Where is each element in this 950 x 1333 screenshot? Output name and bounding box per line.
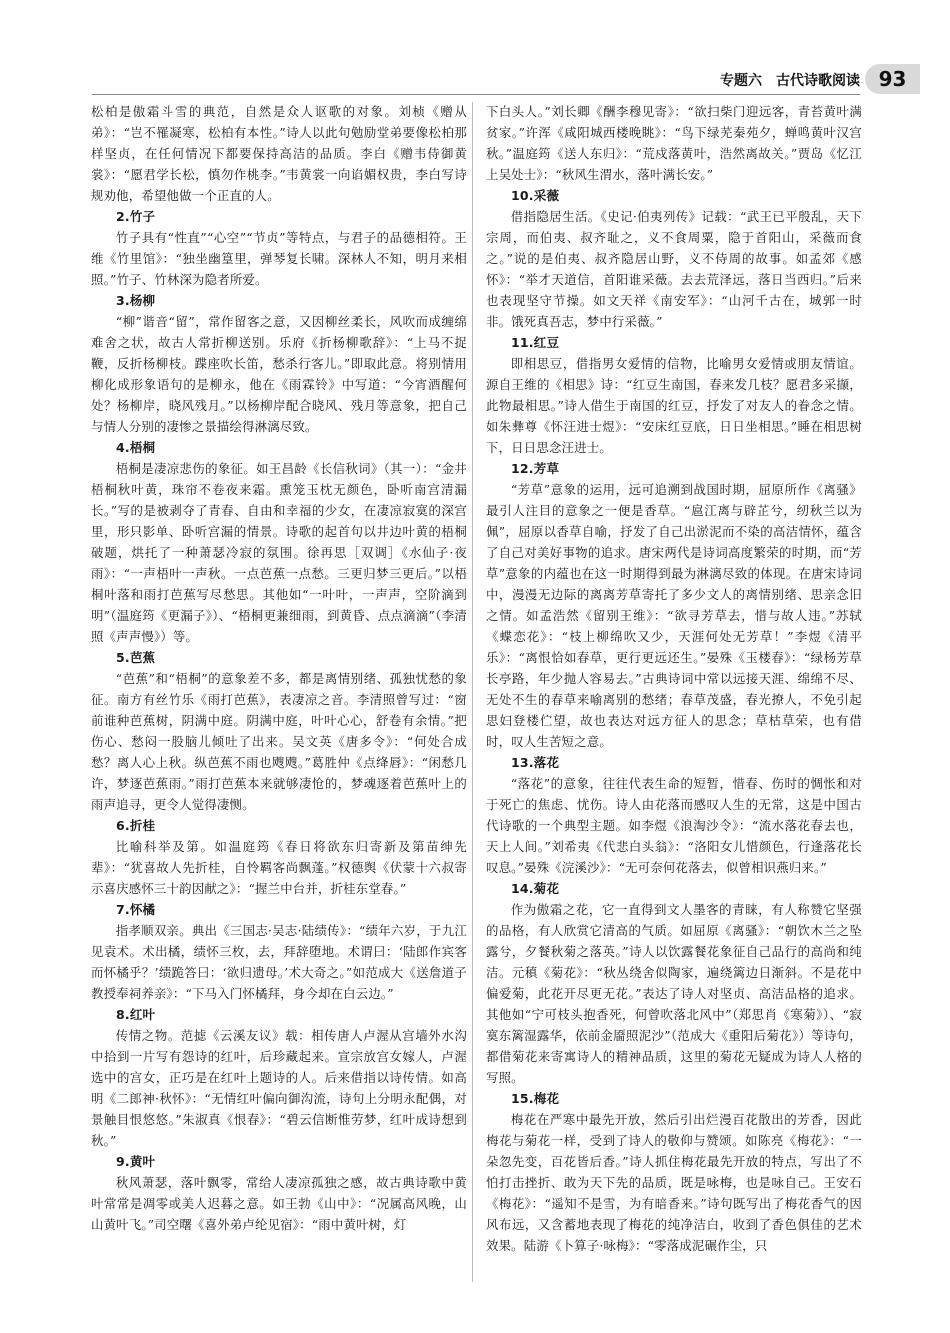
paragraph: 作为傲霜之花，它一直得到文人墨客的青睐，有人称赞它坚强的品格，有人欣赏它清高的气质。如屈原《离骚》：“朝饮木兰之坠露兮，夕餐秋菊之落英。”诗人以饮露餐花象征自己品行的高尚和纯洁。元稹《菊花》：“秋丛绕舍似陶家，遍绕篱边日渐斜。不是花中偏爱菊，此花开尽更无花。”表达了诗人对坚贞、高洁品格的追求。其他如“宁可枝头抱香死，何曾吹落北风中”（郑思肖《寒菊》）、“寂寞东篱湿露华，依前金靥照泥沙”（范成大《重阳后菊花》）等诗句，都借菊花来寄寓诗人的精神品质，这里的菊花无疑成为诗人人格的写照。 <box>486 902 862 1085</box>
section-heading: 15.梅花 <box>511 1091 560 1106</box>
paragraph: 借指隐居生活。《史记·伯夷列传》记载：“武王已平殷乱，天下宗周，而伯夷、叔齐耻之，义不食周粟，隐于首阳山，采薇而食之。”说的是伯夷、叔齐隐居山野，义不侍周的故事。如孟郊《感怀》：“举才天道信，首阳谁采薇。去去荒泽远，落日当西归。”后来也表现坚守节操。如文天祥《南安军》：“山河千古在，城郭一时非。饿死真吾志，梦中行采薇。” <box>486 209 862 329</box>
header-rule <box>92 94 860 95</box>
paragraph: 松柏是傲霜斗雪的典范，自然是众人讴歌的对象。刘桢《赠从弟》：“岂不罹凝寒，松柏有本性。”诗人以此句勉励堂弟要像松柏那样坚贞，在任何情况下都要保持高洁的品质。李白《赠韦侍御黄裳》：“愿君学长松，慎勿作桃李。”韦黄裳一向谄媚权贵，李白写诗规劝他，希望他做一个正直的人。 <box>91 104 467 203</box>
section-heading: 9.黄叶 <box>116 1154 156 1169</box>
right-column <box>486 101 862 1256</box>
paragraph: 传情之物。范摅《云溪友议》载：相传唐人卢渥从宫墙外水沟中拾到一片写有怨诗的红叶，后珍藏起来。宣宗放宫女嫁人，卢渥选中的宫女，正巧是在红叶上题诗的人。后来借指以诗传情。如高明《二郎神·秋怀》：“无情红叶偏向御沟流，诗句上分明永配偶，对景触目恨悠悠。”朱淑真《恨春》：“碧云信断惟劳梦，红叶成诗想到秋。” <box>91 1028 467 1148</box>
section-heading: 4.梧桐 <box>116 440 156 455</box>
section-heading: 14.菊花 <box>511 881 560 896</box>
column-divider <box>472 102 473 1282</box>
left-column <box>91 101 467 1235</box>
section-heading: 12.芳草 <box>511 461 560 476</box>
section-heading: 6.折桂 <box>116 818 156 833</box>
paragraph: 指孝顺双亲。典出《三国志·吴志·陆绩传》：“绩年六岁，于九江见袁术。术出橘，绩怀三枚，去，拜辞堕地。术谓曰：‘陆郎作宾客而怀橘乎？’绩跪答曰：‘欲归遗母。’术大奇之。”如范成大《送詹道子教授奉祠养亲》：“下马入门怀橘拜，身今却在白云边。” <box>91 923 467 1001</box>
page-number: 93 <box>865 64 920 94</box>
section-title: 专题六 古代诗歌阅读 <box>720 73 860 89</box>
section-heading: 3.杨柳 <box>116 293 156 308</box>
paragraph: “芭蕉”和“梧桐”的意象差不多，都是离情别绪、孤独忧愁的象征。南方有丝竹乐《雨打芭蕉》，表凄凉之音。李清照曾写过：“窗前谁种芭蕉树，阴满中庭。阴满中庭，叶叶心心，舒卷有余情。”把伤心、愁闷一股脑儿倾吐了出来。吴文英《唐多令》：“何处合成愁？离人心上秋。纵芭蕉不雨也飕飕。”葛胜仲《点绛唇》：“闲愁几许，梦逐芭蕉雨。”雨打芭蕉本来就够凄怆的，梦魂逐着芭蕉叶上的雨声追寻，更令人觉得凄恻。 <box>91 671 467 812</box>
page-header <box>0 62 950 96</box>
section-heading: 11.红豆 <box>511 335 560 350</box>
paragraph: “芳草”意象的运用，远可追溯到战国时期，屈原所作《离骚》最引人注目的意象之一便是香草。“扈江离与辟芷兮，纫秋兰以为佩”，屈原以香草自喻，抒发了自己出淤泥而不染的高洁情怀，蕴含了自己对美好事物的追求。唐宋两代是诗词高度繁荣的时期，而“芳草”意象的内蕴也在这一时期得到最为淋漓尽致的体现。在唐宋诗词中，漫漫无边际的离离芳草寄托了多少文人的离情别绪、思亲念旧之情。如孟浩然《留别王维》：“欲寻芳草去，惜与故人违。”苏轼《蝶恋花》：“枝上柳绵吹又少，天涯何处无芳草！”李煜《清平乐》：“离恨恰如春草，更行更远还生。”晏殊《玉楼春》：“绿杨芳草长亭路，年少抛人容易去。”古典诗词中常以远接天涯、绵绵不尽、无处不生的春草来喻离别的愁绪；春草茂盛，春光撩人，不免引起思妇登楼伫望，故也表达对远方征人的思念；草枯草荣，也有借时，叹人生苦短之意。 <box>486 482 862 749</box>
section-heading: 2.竹子 <box>116 209 156 224</box>
paragraph: 梅花在严寒中最先开放，然后引出烂漫百花散出的芳香，因此梅花与菊花一样，受到了诗人的敬仰与赞颂。如陈亮《梅花》：“一朵忽先变，百花皆后香。”诗人抓住梅花最先开放的特点，写出了不怕打击挫折、敢为天下先的品质，既是咏梅，也是咏自己。王安石《梅花》：“遥知不是雪，为有暗香来。”诗句既写出了梅花香气的因风布远，又含蓄地表现了梅花的纯净洁白，收到了香色俱佳的艺术效果。陆游《卜算子·咏梅》：“零落成泥碾作尘，只 <box>486 1112 862 1253</box>
paragraph: 即相思豆，借指男女爱情的信物，比喻男女爱情或朋友情谊。源自王维的《相思》诗：“红豆生南国，春来发几枝？愿君多采撷，此物最相思。”诗人借生于南国的红豆，抒发了对友人的眷念之情。如朱彝尊《怀汪进士煜》：“安床红豆底，日日坐相思。”睡在相思树下，日日思念汪进士。 <box>486 356 862 455</box>
paragraph: 比喻科举及第。如温庭筠《春日将欲东归寄新及第苗绅先辈》：“犹喜故人先折桂，自怜羁客尚飘蓬。”权德舆《伏蒙十六叔寄示喜庆感怀三十韵因献之》：“握兰中台并，折桂东堂春。” <box>91 839 467 896</box>
section-heading: 10.采薇 <box>511 188 560 203</box>
paragraph: 梧桐是凄凉悲伤的象征。如王昌龄《长信秋词》（其一）：“金井梧桐秋叶黄，珠帘不卷夜来霜。熏笼玉枕无颜色，卧听南宫清漏长。”写的是被剥夺了青春、自由和幸福的少女，在凄凉寂寞的深宫里，形只影单、卧听宫漏的情景。诗歌的起首句以井边叶黄的梧桐破题，烘托了一种萧瑟冷寂的氛围。徐再思［双调］《水仙子·夜雨》：“一声梧叶一声秋。一点芭蕉一点愁。三更归梦三更后。”以梧桐叶落和雨打芭蕉写尽愁思。其他如“一叶叶，一声声，空阶滴到明”（温庭筠《更漏子》）、“梧桐更兼细雨，到黄昏、点点滴滴”（李清照《声声慢》）等。 <box>91 461 467 644</box>
paragraph: 秋风萧瑟，落叶飘零，常给人凄凉孤独之感，故古典诗歌中黄叶常常是凋零或美人迟暮之意。如王勃《山中》：“况属高风晚，山山黄叶飞。”司空曙《喜外弟卢纶见宿》：“雨中黄叶树，灯 <box>91 1175 467 1232</box>
section-heading: 5.芭蕉 <box>116 650 156 665</box>
paragraph: “柳”谐音“留”，常作留客之意，又因柳丝柔长，风吹而成缠绵难舍之状，故古人常折柳送别。乐府《折杨柳歌辞》：“上马不捉鞭，反折杨柳枝。蹀座吹长笛，愁杀行客儿。”即取此意。将别情用柳化成形象语句的是柳永，他在《雨霖铃》中写道：“今宵酒醒何处？杨柳岸，晓风残月。”以杨柳岸配合晓风、残月等意象，把自己与情人分别的凄惨之景描绘得淋漓尽致。 <box>91 314 467 434</box>
paragraph: “落花”的意象，往往代表生命的短暂，惜春、伤时的惆怅和对于死亡的焦虑、忧伤。诗人由花落而感叹人生的无常，这是中国古代诗歌的一个典型主题。如李煜《浪淘沙令》：“流水落花春去也，天上人间。”刘希夷《代悲白头翁》：“洛阳女儿惜颜色，行逢落花长叹息。”晏殊《浣溪沙》：“无可奈何花落去，似曾相识燕归来。” <box>486 776 862 875</box>
paragraph: 下白头人。”刘长卿《酬李穆见寄》：“欲扫柴门迎远客，青苔黄叶满贫家。”许浑《咸阳城西楼晚眺》：“鸟下绿芜秦苑夕，蝉鸣黄叶汉宫秋。”温庭筠《送人东归》：“荒戍落黄叶，浩然离故关。”贾岛《忆江上吴处士》：“秋风生渭水，落叶满长安。” <box>486 104 862 182</box>
paragraph: 竹子具有“性直”“心空”“节贞”等特点，与君子的品德相符。王维《竹里馆》：“独坐幽篁里，弹琴复长啸。深林人不知，明月来相照。”竹子、竹林深为隐者所爱。 <box>91 230 467 287</box>
section-heading: 7.怀橘 <box>116 902 156 917</box>
section-heading: 8.红叶 <box>116 1007 156 1022</box>
section-heading: 13.落花 <box>511 755 560 770</box>
